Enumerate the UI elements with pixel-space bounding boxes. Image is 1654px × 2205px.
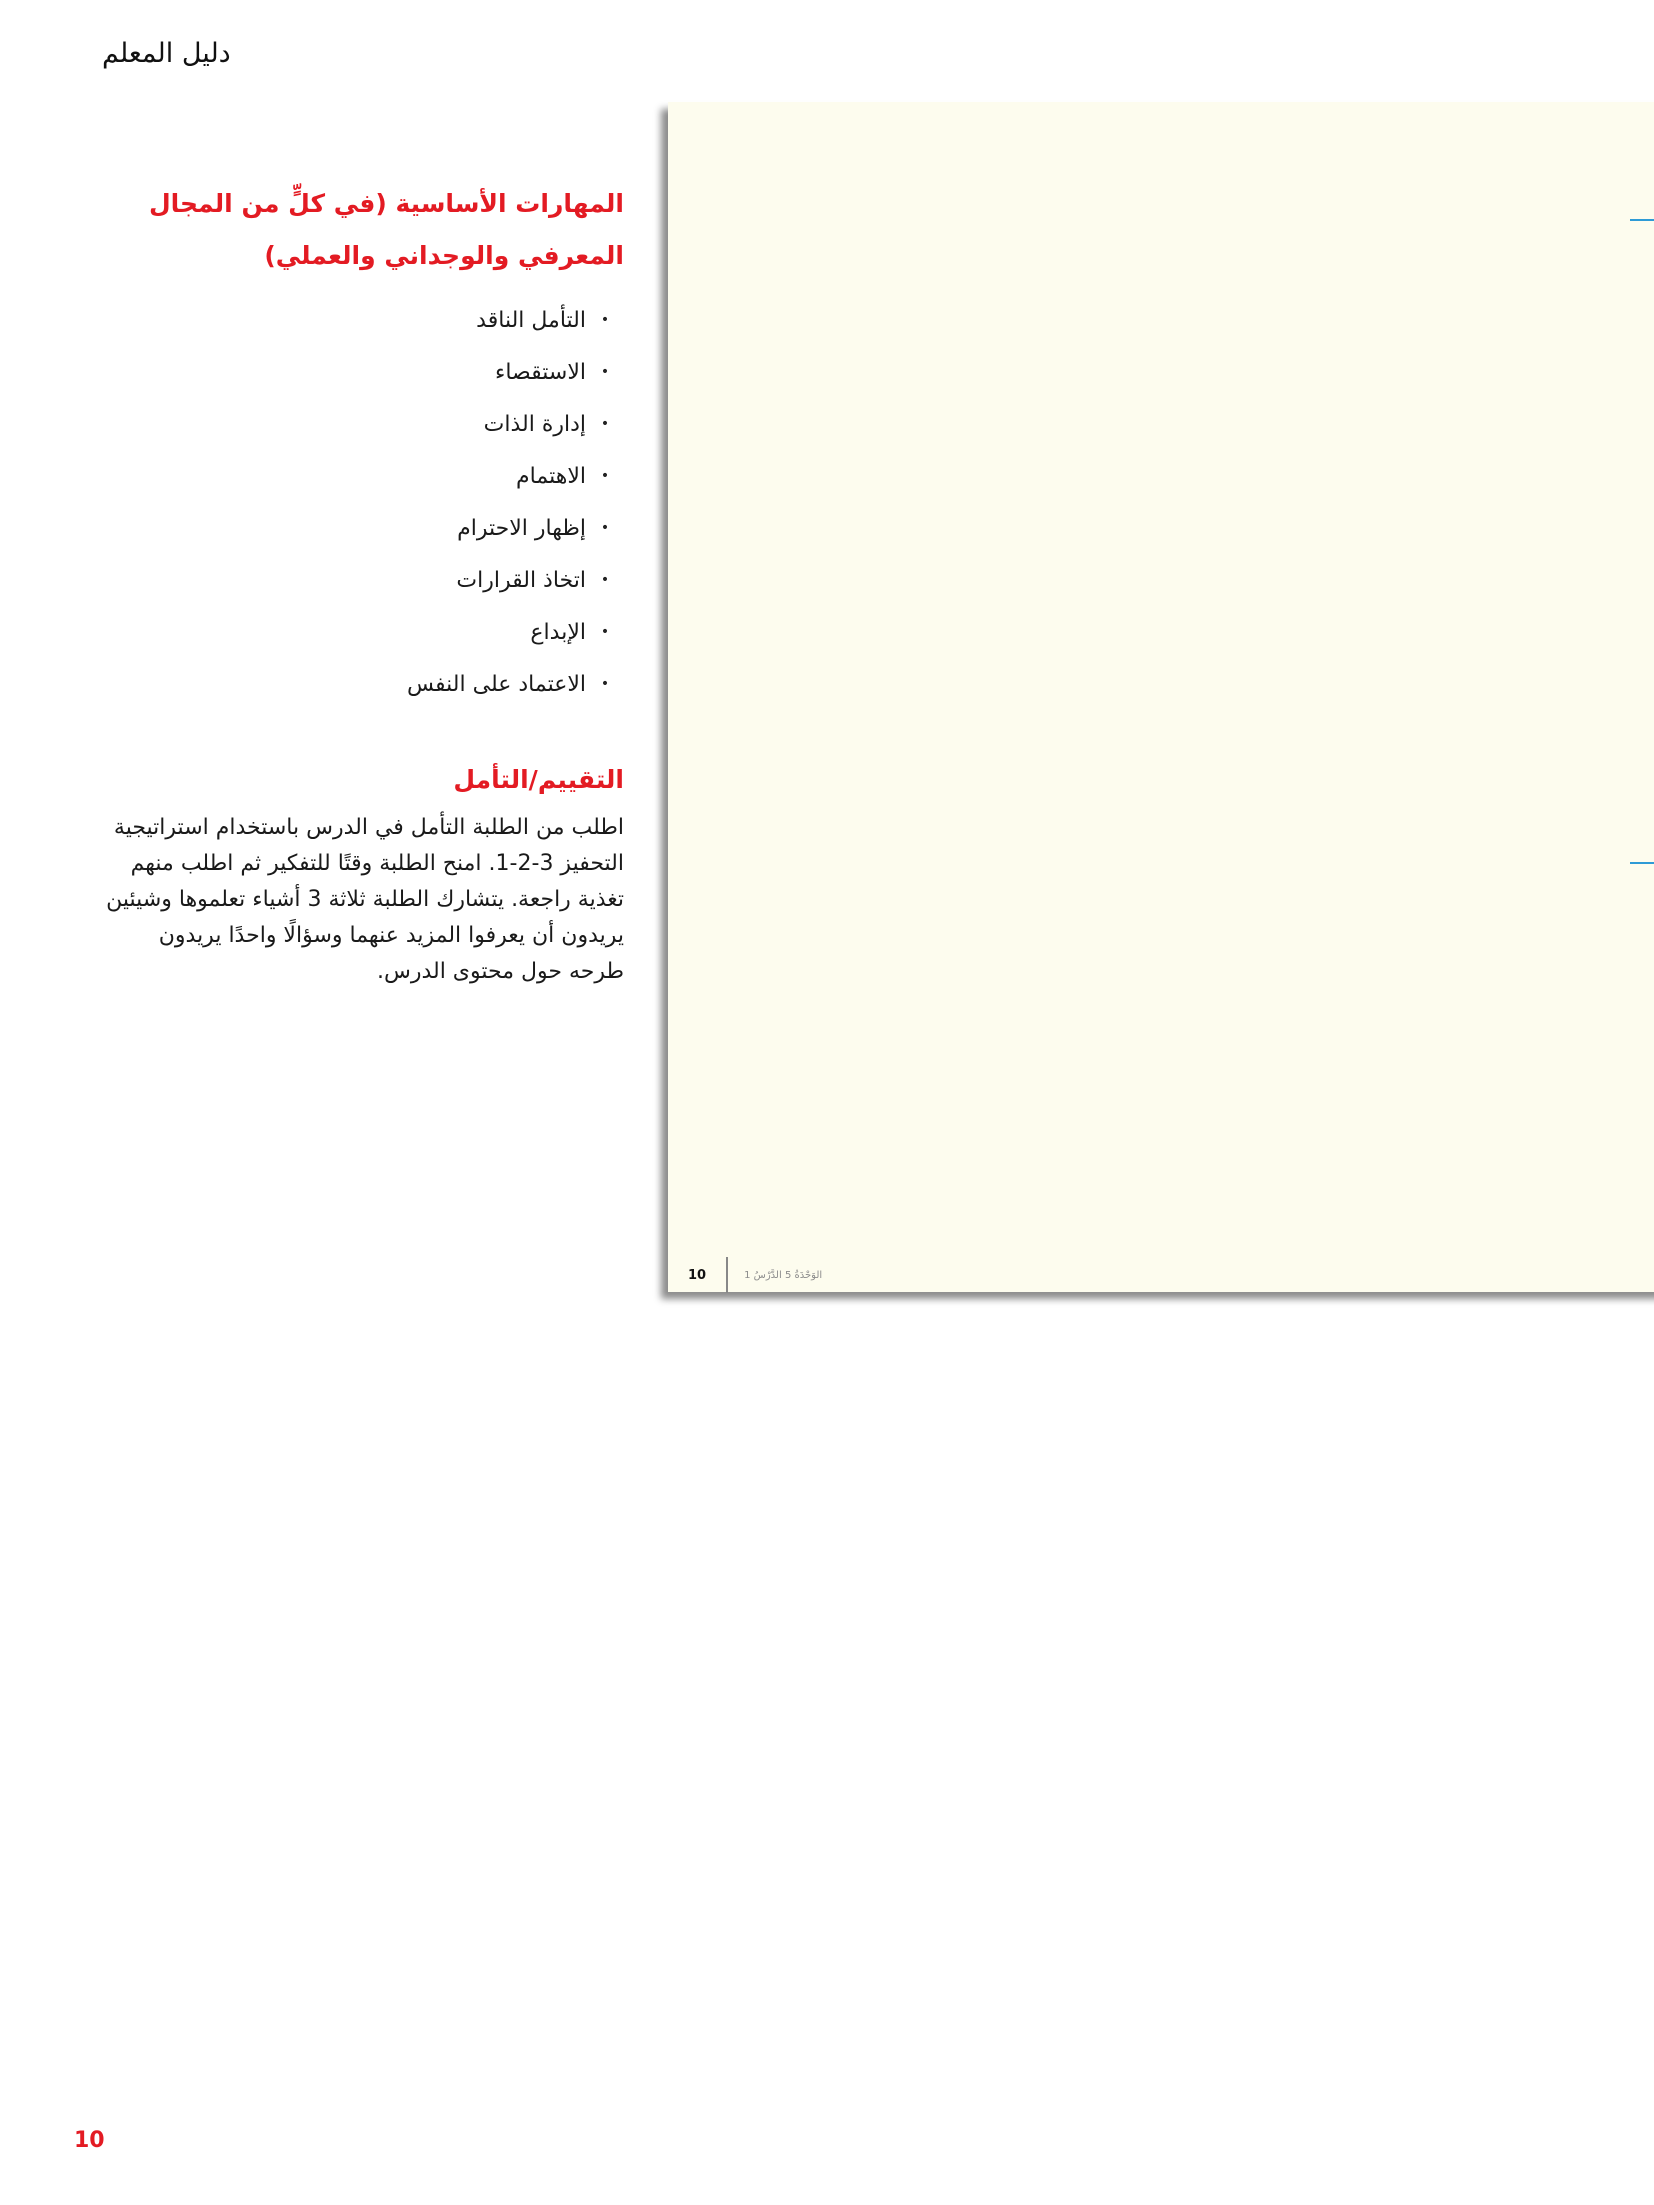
bullet-icon: • <box>600 624 610 640</box>
skill-label: الاهتمام <box>516 463 586 489</box>
bullet-icon: • <box>600 520 610 536</box>
skill-label: الإبداع <box>530 619 586 645</box>
skill-label: الاستقصاء <box>495 359 586 385</box>
assessment-paragraph: اطلب من الطلبة التأمل في الدرس باستخدام استراتيجية التحفيز 3-2-1. امنح الطلبة وقتًا للتفكير ثم اطلب منهم تغذية راجعة. يتشارك الطلبة ثلاثة 3 أشياء تعلموها وشيئين يريدون أن يعرفوا المزيد عنهما وسؤالًا واحدًا يريدون طرحه حول محتوى الدرس. <box>106 815 624 984</box>
book-page-footer <box>688 1257 822 1293</box>
list-item <box>100 346 624 398</box>
unit-lesson-label: الوَحْدَةُ 5 الدَّرْسُ 1 <box>744 1269 823 1281</box>
margin-marker <box>1630 219 1654 221</box>
book-page-number: 10 <box>688 1267 707 1283</box>
skill-label: التأمل الناقد <box>476 307 586 333</box>
guide-title: دليل المعلم <box>102 38 231 69</box>
skill-label: إدارة الذات <box>483 411 586 437</box>
bullet-icon: • <box>600 676 610 692</box>
skills-heading: المهارات الأساسية (في كلٍّ من المجال المعرفي والوجداني والعملي) <box>148 189 624 270</box>
list-item <box>100 606 624 658</box>
skill-label: اتخاذ القرارات <box>456 567 586 593</box>
skills-list <box>100 294 624 710</box>
bullet-icon: • <box>600 572 610 588</box>
list-item <box>100 294 624 346</box>
assessment-heading: التقييم/التأمل <box>453 765 624 794</box>
page-number: 10 <box>74 2128 105 2153</box>
main-content <box>100 178 624 990</box>
bullet-icon: • <box>600 416 610 432</box>
list-item <box>100 658 624 710</box>
list-item <box>100 502 624 554</box>
list-item <box>100 398 624 450</box>
bullet-icon: • <box>600 468 610 484</box>
student-book-page-preview <box>668 102 1654 1292</box>
bullet-icon: • <box>600 364 610 380</box>
bullet-icon: • <box>600 312 610 328</box>
skill-label: إظهار الاحترام <box>457 515 586 541</box>
list-item <box>100 450 624 502</box>
list-item <box>100 554 624 606</box>
skill-label: الاعتماد على النفس <box>406 671 586 697</box>
footer-divider <box>726 1257 728 1293</box>
margin-marker <box>1630 862 1654 864</box>
